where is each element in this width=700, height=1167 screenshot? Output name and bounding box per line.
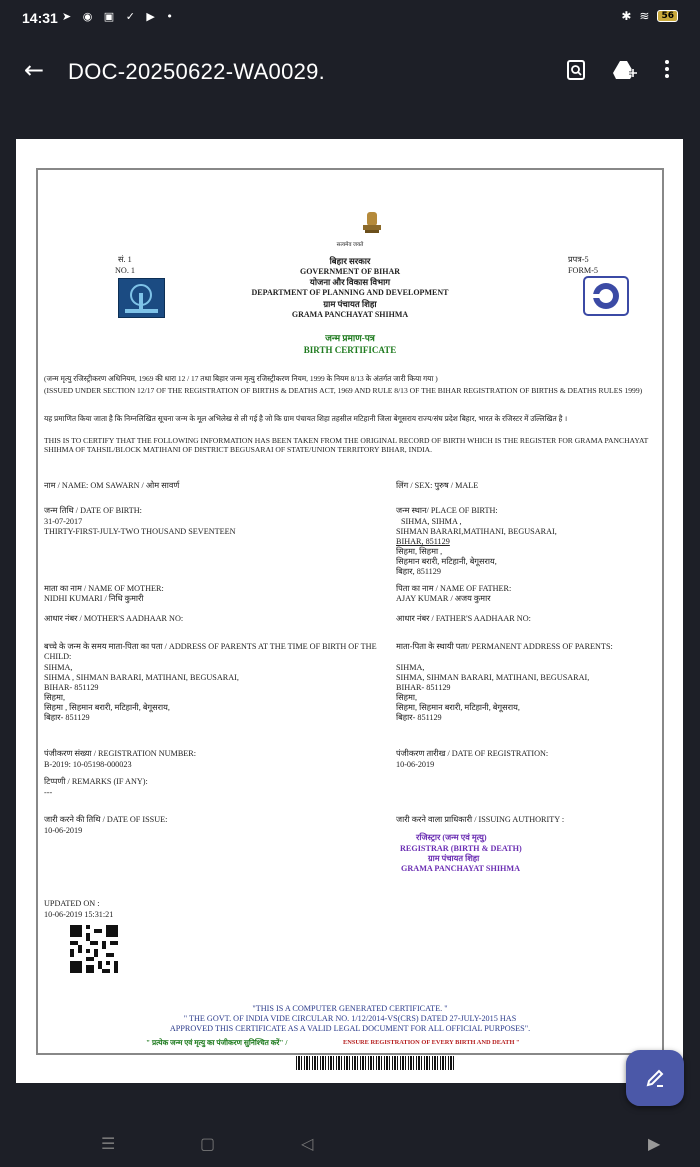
pob-line3: BIHAR, 851129 (396, 537, 450, 546)
addr-perm-l1: SIHMA, (396, 663, 425, 672)
father-value: AJAY KUMAR / अजय कुमार (396, 594, 491, 603)
registrar-hindi: रजिस्ट्रार (जन्म एवं मृत्यु) (416, 833, 487, 842)
serial-hindi: सं. 1 (118, 255, 132, 264)
search-document-icon[interactable] (566, 59, 586, 86)
addr-perm-l4: सिहमा, (396, 693, 418, 702)
reg-date-label: पंजीकरण तारीख / DATE OF REGISTRATION: (396, 749, 549, 758)
national-emblem-icon (358, 210, 386, 242)
status-right (621, 9, 678, 23)
father-aadhaar: आधार नंबर / FATHER'S AADHAAR NO: (396, 614, 531, 623)
reg-no-value: B-2019: 10-05198-000023 (44, 760, 132, 769)
qr-code-icon (70, 925, 118, 973)
issued-hindi: (जन्म मृत्यु रजिस्ट्रीकरण अधिनियम, 1969 की धारा 12 / 17 तथा बिहार जन्म मृत्यु रजिस्ट्रीकरण नियम, 1999 के नियम 8/13 के अंतर्गत जारी किया गया ) (44, 374, 438, 383)
document-title: DOC-20250622-WA0029. (68, 59, 326, 84)
issue-date-label: जारी करने की तिथि / DATE OF ISSUE: (44, 815, 168, 824)
issued-en: (ISSUED UNDER SECTION 12/17 OF THE REGISTRATION OF BIRTHS & DEATHS ACT, 1969 AND RULE 8/13 OF THE BIHAR REGISTRATION OF BIRTHS & DEATHS RULES 1999) (44, 386, 643, 395)
back-arrow-icon[interactable]: ← (24, 56, 45, 84)
pob-line4: सिहमा, सिहमा , (396, 547, 443, 556)
addr-birth-l4: सिहमा, (44, 693, 66, 702)
addr-perm-l3: BIHAR- 851129 (396, 683, 451, 692)
battery-icon: 56 (657, 10, 678, 22)
status-time: 14:31 (22, 10, 58, 26)
remarks-value: --- (44, 788, 53, 797)
recents-icon[interactable]: ☰ (101, 1134, 116, 1153)
pob-line5: सिहमान बरारी, मटिहानी, बेगूसराय, (396, 557, 497, 566)
edit-pen-icon (643, 1066, 667, 1090)
footer-hindi-slogan: " प्रत्येक जन्म एवं मृत्यु का पंजीकरण सुनिश्चित करें" / (146, 1038, 288, 1047)
wifi-icon: ≋ (639, 9, 650, 23)
footer-line2: " THE GOVT. OF INDIA VIDE CIRCULAR NO. 1/12/2014-VS(CRS) DATED 27-JULY-2015 HAS (183, 1014, 517, 1023)
reg-no-label: पंजीकरण संख्या / REGISTRATION NUMBER: (44, 749, 197, 758)
addr-perm-l5: सिहमा, सिहमान बरारी, मटिहानी, बेगूसराय, (396, 703, 520, 712)
more-options-icon[interactable] (664, 59, 670, 84)
dob-words: THIRTY-FIRST-JULY-TWO THOUSAND SEVENTEEN (44, 527, 236, 536)
gov-en: GOVERNMENT OF BIHAR (299, 267, 400, 276)
registrar-panchayat-hindi: ग्राम पंचायत शिहा (428, 854, 480, 863)
child-sex: लिंग / SEX: पुरुष / MALE (396, 481, 479, 490)
back-nav-icon[interactable]: ◁ (301, 1134, 314, 1153)
registrar-panchayat-en: GRAMA PANCHAYAT SHIHMA (401, 864, 521, 873)
certify-en: THIS IS TO CERTIFY THAT THE FOLLOWING INFORMATION HAS BEEN TAKEN FROM THE ORIGINAL RECORD OF BIRTH WHICH IS THE REGISTER FOR GRAMA PANCHAYAT SHIHMA OF TAHSIL/BLOCK MATIHANI OF DISTRICT BEGUSARAI OF STATE/UNION TERRITORY BIHAR, INDIA. (44, 436, 649, 455)
pob-line2: SIHMAN BARARI,MATIHANI, BEGUSARAI, (396, 527, 557, 536)
dob-label: जन्म तिथि / DATE OF BIRTH: (44, 506, 142, 515)
addr-perm-l2: SIHMA, SIHMAN BARARI, MATIHANI, BEGUSARAI, (396, 673, 590, 682)
addr-birth-l5: सिहमा , सिहमान बरारी, मटिहानी, बेगूसराय, (44, 703, 170, 712)
reg-date-value: 10-06-2019 (396, 760, 435, 769)
updated-label: UPDATED ON : (44, 899, 100, 908)
authority-label: जारी करने वाला प्राधिकारी / ISSUING AUTHORITY : (396, 815, 565, 824)
addr-birth-l2: SIHMA , SIHMAN BARARI, MATIHANI, BEGUSARAI, (44, 673, 239, 682)
notification-icons: ➤ ◉ ▣ ✓ ▶ • (62, 10, 177, 23)
serial-en: NO. 1 (115, 266, 136, 275)
footer-line3: APPROVED THIS CERTIFICATE AS A VALID LEGAL DOCUMENT FOR ALL OFFICIAL PURPOSES". (169, 1024, 531, 1033)
child-name: नाम / NAME: OM SAWARN / ओम सावर्ण (44, 481, 180, 490)
home-icon[interactable]: ▢ (200, 1134, 216, 1153)
panchayat-en: GRAMA PANCHAYAT SHIHMA (291, 310, 409, 319)
mother-aadhaar: आधार नंबर / MOTHER'S AADHAAR NO: (44, 614, 184, 623)
addr-birth-l1: SIHMA, (44, 663, 73, 672)
gov-hindi: बिहार सरकार (329, 256, 371, 266)
app-bar (0, 40, 700, 104)
addr-perm-label: माता-पिता के स्थायी पता/ PERMANENT ADDRESS OF PARENTS: (396, 642, 613, 651)
remarks-label: टिप्पणी / REMARKS (IF ANY): (44, 777, 148, 786)
addr-birth-l6: बिहार- 851129 (44, 713, 90, 722)
mother-value: NIDHI KUMARI / निधि कुमारी (44, 594, 144, 603)
add-to-drive-icon[interactable] (612, 59, 638, 86)
pob-line1: SIHMA, SIHMA , (401, 517, 462, 526)
barcode (296, 1056, 454, 1070)
addr-perm-l6: बिहार- 851129 (396, 713, 442, 722)
title-en: BIRTH CERTIFICATE (303, 345, 397, 355)
issue-date-value: 10-06-2019 (44, 826, 83, 835)
panchayat-hindi: ग्राम पंचायत शिहा (323, 299, 377, 309)
form-en: FORM-5 (568, 266, 599, 275)
mother-label: माता का नाम / NAME OF MOTHER: (44, 584, 164, 593)
certify-hindi: यह प्रमाणित किया जाता है कि निम्नलिखित सूचना जन्म के मूल अभिलेख से ली गई है जो कि ग्राम पंचायत शिहा तहसील मटिहानी जिला बेगूसराय राज्य/संघ प्रदेश बिहार, भारत के रजिस्टर में उल्लिखित है । (44, 414, 568, 423)
document-page (16, 139, 683, 1083)
footer-en-slogan: ENSURE REGISTRATION OF EVERY BIRTH AND DEATH " (343, 1039, 520, 1046)
updated-value: 10-06-2019 15:31:21 (44, 910, 114, 919)
father-label: पिता का नाम / NAME OF FATHER: (396, 584, 512, 593)
edit-fab-button[interactable] (626, 1050, 684, 1106)
addr-birth-label: बच्चे के जन्म के समय माता-पिता का पता / ADDRESS OF PARENTS AT THE TIME OF BIRTH OF THE CHILD: (44, 642, 377, 661)
title-hindi: जन्म प्रमाण-पत्र (325, 333, 375, 343)
system-nav-bar (0, 1128, 700, 1167)
emblem-text: सत्यमेव जयते (336, 242, 364, 248)
form-hindi: प्रपत्र-5 (568, 255, 589, 264)
registrar-en: REGISTRAR (BIRTH & DEATH) (400, 844, 522, 853)
addr-birth-l3: BIHAR- 851129 (44, 683, 99, 692)
bluetooth-icon: ✱ (621, 9, 632, 23)
play-icon[interactable]: ▶ (648, 1134, 661, 1153)
dept-hindi: योजना और विकास विभाग (309, 277, 391, 287)
pob-label: जन्म स्थान/ PLACE OF BIRTH: (396, 506, 498, 515)
pob-line6: बिहार, 851129 (396, 567, 441, 576)
certificate-frame (36, 168, 664, 1055)
status-bar (0, 0, 700, 38)
footer-line1: "THIS IS A COMPUTER GENERATED CERTIFICATE. " (252, 1004, 448, 1013)
dob-value: 31-07-2017 (44, 517, 83, 526)
dept-en: DEPARTMENT OF PLANNING AND DEVELOPMENT (251, 288, 449, 297)
